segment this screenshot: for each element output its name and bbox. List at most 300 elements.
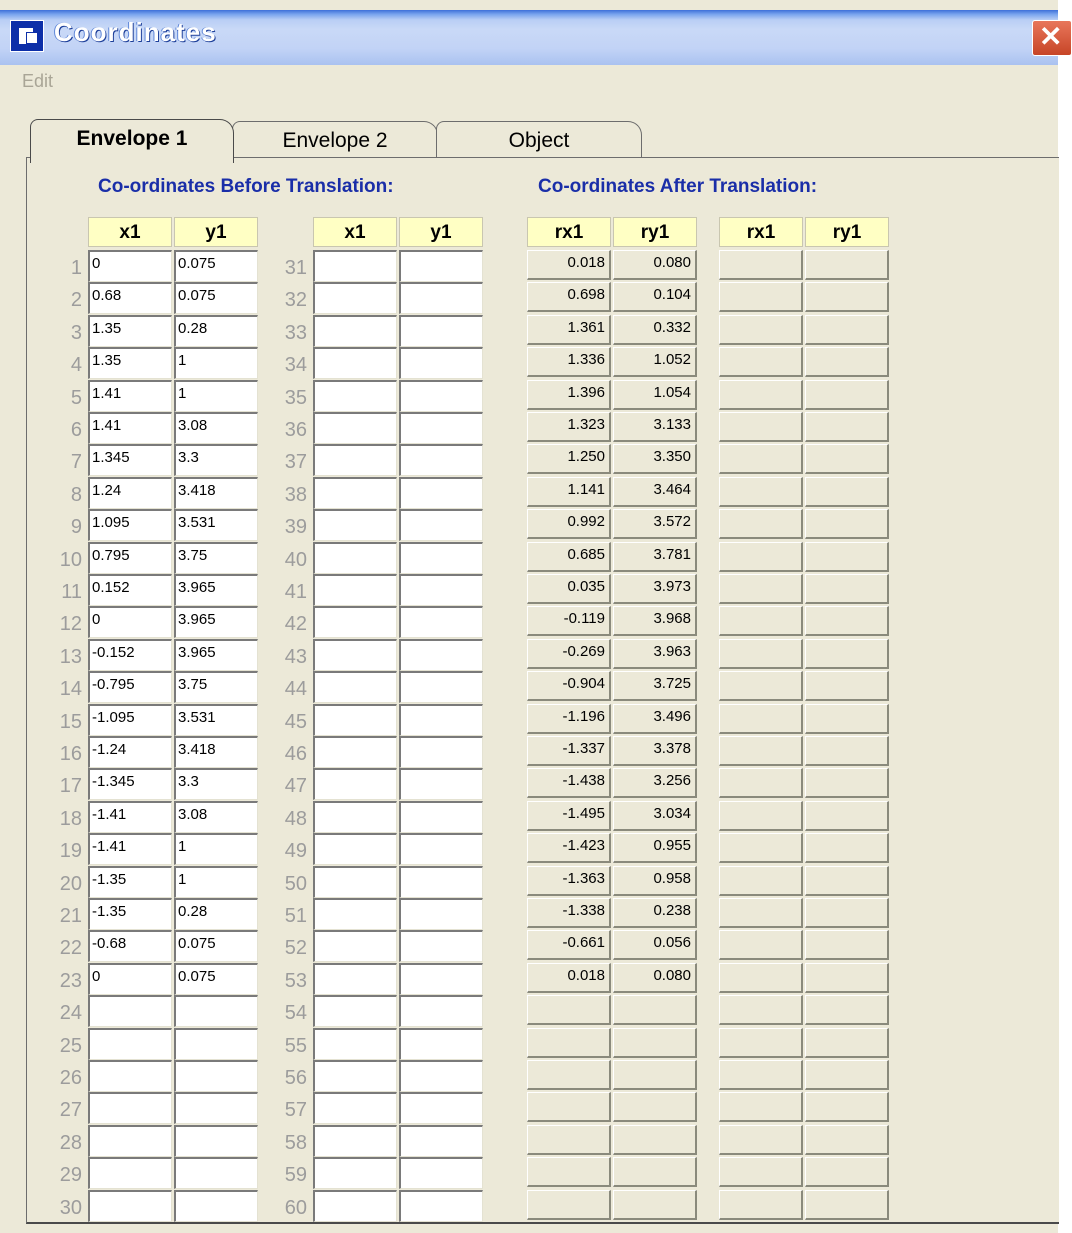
ry1-value	[805, 380, 889, 410]
y1-input[interactable]	[399, 250, 483, 282]
rx1-value: -0.269	[527, 639, 611, 669]
x1-input[interactable]	[313, 250, 397, 282]
ry1-value	[805, 1060, 889, 1090]
row-number: 43	[284, 646, 307, 668]
y1-input[interactable]	[399, 930, 483, 962]
row-number: 25	[59, 1035, 82, 1057]
x1-input[interactable]: 1.24	[88, 477, 172, 509]
y1-input[interactable]	[399, 509, 483, 541]
x1-input[interactable]	[313, 1028, 397, 1060]
ry1-value: 1.054	[613, 380, 697, 410]
rx1-value	[719, 1190, 803, 1220]
rx1-value: -1.337	[527, 736, 611, 766]
x1-input[interactable]: 0.68	[88, 282, 172, 314]
rx1-value: -1.338	[527, 898, 611, 928]
x1-input[interactable]: -1.41	[88, 801, 172, 833]
ry1-value: 3.968	[613, 606, 697, 636]
x1-input[interactable]	[313, 282, 397, 314]
ry1-value	[805, 833, 889, 863]
rx1-value	[719, 768, 803, 798]
tab-envelope-2[interactable]: Envelope 2	[232, 121, 438, 159]
rx1-value: 0.992	[527, 509, 611, 539]
row-number: 53	[284, 970, 307, 992]
ry1-value: 3.034	[613, 801, 697, 831]
y1-input[interactable]	[399, 898, 483, 930]
rx1-value	[719, 1157, 803, 1187]
row-number: 51	[284, 905, 307, 927]
x1-input[interactable]	[313, 1060, 397, 1092]
x1-input[interactable]	[88, 1028, 172, 1060]
x1-input[interactable]	[313, 930, 397, 962]
y1-input[interactable]	[399, 282, 483, 314]
ry1-value: 3.133	[613, 412, 697, 442]
x1-input[interactable]: -1.41	[88, 833, 172, 865]
x1-input[interactable]	[313, 801, 397, 833]
row-number: 35	[284, 387, 307, 409]
y1-input[interactable]	[399, 866, 483, 898]
x1-input[interactable]	[88, 1190, 172, 1222]
row-number: 3	[70, 322, 82, 344]
x1-input[interactable]: 1.345	[88, 444, 172, 476]
column-header-before-b-0: x1	[313, 217, 397, 247]
y1-input[interactable]	[399, 412, 483, 444]
y1-input[interactable]: 3.965	[174, 574, 258, 606]
ry1-value	[613, 1028, 697, 1058]
rx1-value	[527, 1125, 611, 1155]
row-number: 19	[59, 840, 82, 862]
menu-bar	[0, 65, 1058, 100]
ry1-value	[805, 866, 889, 896]
y1-input[interactable]: 3.965	[174, 606, 258, 638]
y1-input[interactable]	[174, 1125, 258, 1157]
ry1-value	[805, 1125, 889, 1155]
row-number: 7	[70, 451, 82, 473]
row-number: 5	[70, 387, 82, 409]
rx1-value	[719, 1125, 803, 1155]
row-number: 29	[59, 1164, 82, 1186]
x1-input[interactable]: 0	[88, 606, 172, 638]
x1-input[interactable]	[313, 1125, 397, 1157]
ry1-value: 3.973	[613, 574, 697, 604]
x1-input[interactable]: 1.35	[88, 315, 172, 347]
ry1-value: 0.080	[613, 963, 697, 993]
rx1-value: -1.438	[527, 768, 611, 798]
tab-object[interactable]: Object	[436, 121, 642, 159]
rx1-value: 0.018	[527, 250, 611, 280]
column-header-after-b-0: rx1	[719, 217, 803, 247]
rx1-value	[527, 1060, 611, 1090]
column-header-after-a-0: rx1	[527, 217, 611, 247]
ry1-value	[805, 801, 889, 831]
x1-input[interactable]	[88, 1060, 172, 1092]
row-number: 28	[59, 1132, 82, 1154]
rx1-value	[719, 704, 803, 734]
x1-input[interactable]	[313, 574, 397, 606]
y1-input[interactable]: 3.531	[174, 704, 258, 736]
x1-input[interactable]	[313, 444, 397, 476]
ry1-value	[805, 444, 889, 474]
row-number: 52	[284, 937, 307, 959]
column-header-after-a-1: ry1	[613, 217, 697, 247]
y1-input[interactable]	[174, 995, 258, 1027]
x1-input[interactable]	[313, 509, 397, 541]
y1-input[interactable]	[399, 736, 483, 768]
x1-input[interactable]	[313, 315, 397, 347]
x1-input[interactable]	[313, 1157, 397, 1189]
x1-input[interactable]	[313, 704, 397, 736]
rx1-value	[527, 995, 611, 1025]
rx1-value	[719, 866, 803, 896]
rx1-value	[527, 1190, 611, 1220]
rx1-value: 1.361	[527, 315, 611, 345]
rx1-value	[719, 250, 803, 280]
row-number: 13	[59, 646, 82, 668]
ry1-value: 3.963	[613, 639, 697, 669]
heading-after-translation: Co-ordinates After Translation:	[538, 176, 818, 197]
ry1-value	[805, 477, 889, 507]
rx1-value	[719, 1092, 803, 1122]
ry1-value: 0.238	[613, 898, 697, 928]
y1-input[interactable]	[174, 1028, 258, 1060]
y1-input[interactable]	[399, 833, 483, 865]
x1-input[interactable]	[88, 1092, 172, 1124]
ry1-value	[805, 509, 889, 539]
rx1-value	[719, 963, 803, 993]
y1-input[interactable]: 0.075	[174, 930, 258, 962]
ry1-value: 0.104	[613, 282, 697, 312]
row-number: 57	[284, 1099, 307, 1121]
y1-input[interactable]: 3.965	[174, 639, 258, 671]
tab-envelope-1[interactable]: Envelope 1	[30, 119, 234, 163]
menu-edit[interactable]: Edit	[22, 71, 54, 91]
y1-input[interactable]	[399, 1028, 483, 1060]
row-number: 16	[59, 743, 82, 765]
rx1-value	[719, 833, 803, 863]
row-number: 20	[59, 873, 82, 895]
row-number: 31	[284, 257, 307, 279]
x1-input[interactable]	[313, 995, 397, 1027]
x1-input[interactable]: 0	[88, 963, 172, 995]
y1-input[interactable]: 3.08	[174, 412, 258, 444]
x1-input[interactable]: -0.68	[88, 930, 172, 962]
rx1-value: 0.018	[527, 963, 611, 993]
y1-input[interactable]: 3.75	[174, 671, 258, 703]
row-number: 41	[284, 581, 307, 603]
ry1-value: 3.464	[613, 477, 697, 507]
x1-input[interactable]	[313, 606, 397, 638]
title-bar[interactable]	[0, 10, 1063, 65]
y1-input[interactable]: 1	[174, 347, 258, 379]
rx1-value: 0.685	[527, 542, 611, 572]
row-number: 47	[284, 775, 307, 797]
row-number: 38	[284, 484, 307, 506]
x1-input[interactable]	[313, 1092, 397, 1124]
ry1-value	[805, 574, 889, 604]
y1-input[interactable]: 0.075	[174, 282, 258, 314]
rx1-value	[719, 347, 803, 377]
ry1-value	[805, 412, 889, 442]
rx1-value	[719, 509, 803, 539]
x1-input[interactable]	[313, 1190, 397, 1222]
y1-input[interactable]: 0.075	[174, 963, 258, 995]
x1-input[interactable]	[88, 995, 172, 1027]
x1-input[interactable]: -1.35	[88, 898, 172, 930]
y1-input[interactable]	[399, 639, 483, 671]
row-number: 4	[70, 354, 82, 376]
x1-input[interactable]: -0.795	[88, 671, 172, 703]
rx1-value	[719, 477, 803, 507]
y1-input[interactable]	[399, 477, 483, 509]
ry1-value	[805, 542, 889, 572]
x1-input[interactable]	[88, 1157, 172, 1189]
x1-input[interactable]	[313, 347, 397, 379]
y1-input[interactable]	[399, 315, 483, 347]
x1-input[interactable]	[88, 1125, 172, 1157]
y1-input[interactable]	[399, 963, 483, 995]
row-number: 15	[59, 711, 82, 733]
ry1-value	[805, 768, 889, 798]
ry1-value	[805, 606, 889, 636]
x1-input[interactable]	[313, 768, 397, 800]
x1-input[interactable]	[313, 477, 397, 509]
rx1-value: -1.423	[527, 833, 611, 863]
row-number: 60	[284, 1197, 307, 1219]
y1-input[interactable]	[399, 768, 483, 800]
rx1-value: -1.495	[527, 801, 611, 831]
ry1-value	[805, 1028, 889, 1058]
x1-input[interactable]	[313, 639, 397, 671]
row-number: 8	[70, 484, 82, 506]
rx1-value	[719, 412, 803, 442]
x1-input[interactable]: 1.35	[88, 347, 172, 379]
x1-input[interactable]	[313, 380, 397, 412]
x1-input[interactable]: -1.095	[88, 704, 172, 736]
y1-input[interactable]: 3.08	[174, 801, 258, 833]
row-number: 33	[284, 322, 307, 344]
ry1-value	[805, 1092, 889, 1122]
row-number: 1	[70, 257, 82, 279]
row-number: 56	[284, 1067, 307, 1089]
ry1-value	[805, 671, 889, 701]
y1-input[interactable]	[399, 444, 483, 476]
ry1-value: 3.572	[613, 509, 697, 539]
ry1-value	[613, 995, 697, 1025]
x1-input[interactable]	[313, 898, 397, 930]
row-number: 48	[284, 808, 307, 830]
ry1-value	[613, 1125, 697, 1155]
y1-input[interactable]	[399, 1157, 483, 1189]
ry1-value	[613, 1157, 697, 1187]
x1-input[interactable]: 0.152	[88, 574, 172, 606]
row-number: 18	[59, 808, 82, 830]
ry1-value: 3.256	[613, 768, 697, 798]
row-number: 36	[284, 419, 307, 441]
ry1-value	[805, 736, 889, 766]
y1-input[interactable]: 3.75	[174, 542, 258, 574]
rx1-value	[719, 574, 803, 604]
row-number: 40	[284, 549, 307, 571]
rx1-value	[719, 639, 803, 669]
y1-input[interactable]: 3.531	[174, 509, 258, 541]
rx1-value	[719, 898, 803, 928]
x1-input[interactable]: -1.345	[88, 768, 172, 800]
row-number: 14	[59, 678, 82, 700]
row-number: 9	[70, 516, 82, 538]
y1-input[interactable]	[399, 347, 483, 379]
row-number: 42	[284, 613, 307, 635]
y1-input[interactable]: 3.418	[174, 736, 258, 768]
x1-input[interactable]	[313, 671, 397, 703]
y1-input[interactable]	[399, 574, 483, 606]
row-number: 59	[284, 1164, 307, 1186]
row-number: 58	[284, 1132, 307, 1154]
rx1-value: 1.323	[527, 412, 611, 442]
row-number: 30	[59, 1197, 82, 1219]
y1-input[interactable]	[399, 995, 483, 1027]
ry1-value: 0.056	[613, 930, 697, 960]
rx1-value	[719, 671, 803, 701]
row-number: 39	[284, 516, 307, 538]
rx1-value	[719, 315, 803, 345]
rx1-value	[719, 380, 803, 410]
ry1-value: 0.955	[613, 833, 697, 863]
y1-input[interactable]	[399, 704, 483, 736]
y1-input[interactable]	[399, 1125, 483, 1157]
ry1-value	[613, 1190, 697, 1220]
ry1-value: 0.332	[613, 315, 697, 345]
row-number: 12	[59, 613, 82, 635]
x1-input[interactable]: 0.795	[88, 542, 172, 574]
ry1-value	[613, 1092, 697, 1122]
y1-input[interactable]	[399, 606, 483, 638]
row-number: 54	[284, 1002, 307, 1024]
y1-input[interactable]: 3.3	[174, 768, 258, 800]
rx1-value: 0.035	[527, 574, 611, 604]
row-number: 49	[284, 840, 307, 862]
rx1-value	[719, 930, 803, 960]
x1-input[interactable]: 0	[88, 250, 172, 282]
rx1-value	[527, 1092, 611, 1122]
ry1-value	[613, 1060, 697, 1090]
x1-input[interactable]	[313, 866, 397, 898]
x1-input[interactable]	[313, 833, 397, 865]
row-number: 21	[59, 905, 82, 927]
rx1-value	[527, 1028, 611, 1058]
ry1-value	[805, 1190, 889, 1220]
y1-input[interactable]: 0.075	[174, 250, 258, 282]
ry1-value	[805, 995, 889, 1025]
window-title: Coordinates	[54, 17, 217, 47]
ry1-value: 3.378	[613, 736, 697, 766]
y1-input[interactable]	[399, 542, 483, 574]
ry1-value: 3.781	[613, 542, 697, 572]
rx1-value	[719, 995, 803, 1025]
rx1-value: 0.698	[527, 282, 611, 312]
y1-input[interactable]	[399, 671, 483, 703]
y1-input[interactable]: 1	[174, 833, 258, 865]
row-number: 26	[59, 1067, 82, 1089]
x1-input[interactable]: -0.152	[88, 639, 172, 671]
ry1-value	[805, 930, 889, 960]
row-number: 44	[284, 678, 307, 700]
ry1-value: 0.958	[613, 866, 697, 896]
column-header-after-b-1: ry1	[805, 217, 889, 247]
row-number: 32	[284, 289, 307, 311]
row-number: 45	[284, 711, 307, 733]
y1-input[interactable]: 0.28	[174, 898, 258, 930]
y1-input[interactable]	[174, 1060, 258, 1092]
y1-input[interactable]: 1	[174, 866, 258, 898]
row-number: 23	[59, 970, 82, 992]
ry1-value	[805, 347, 889, 377]
rx1-value	[719, 606, 803, 636]
y1-input[interactable]	[399, 801, 483, 833]
row-number: 22	[59, 937, 82, 959]
row-number: 27	[59, 1099, 82, 1121]
y1-input[interactable]	[174, 1190, 258, 1222]
row-number: 50	[284, 873, 307, 895]
y1-input[interactable]	[399, 1092, 483, 1124]
x1-input[interactable]	[313, 412, 397, 444]
ry1-value: 3.496	[613, 704, 697, 734]
ry1-value	[805, 282, 889, 312]
ry1-value: 3.725	[613, 671, 697, 701]
close-button[interactable]: ✕	[1032, 20, 1072, 56]
ry1-value	[805, 639, 889, 669]
x1-input[interactable]: 1.41	[88, 380, 172, 412]
x1-input[interactable]	[313, 963, 397, 995]
x1-input[interactable]: 1.41	[88, 412, 172, 444]
y1-input[interactable]: 1	[174, 380, 258, 412]
window-icon[interactable]	[10, 20, 44, 52]
y1-input[interactable]	[174, 1157, 258, 1189]
rx1-value: -1.363	[527, 866, 611, 896]
x1-input[interactable]	[313, 542, 397, 574]
rx1-value: 1.396	[527, 380, 611, 410]
rx1-value	[719, 444, 803, 474]
ry1-value: 1.052	[613, 347, 697, 377]
rx1-value: -0.904	[527, 671, 611, 701]
ry1-value	[805, 963, 889, 993]
y1-input[interactable]: 3.418	[174, 477, 258, 509]
row-number: 34	[284, 354, 307, 376]
y1-input[interactable]	[399, 1190, 483, 1222]
y1-input[interactable]	[174, 1092, 258, 1124]
rx1-value	[719, 282, 803, 312]
y1-input[interactable]: 3.3	[174, 444, 258, 476]
y1-input[interactable]: 0.28	[174, 315, 258, 347]
x1-input[interactable]: 1.095	[88, 509, 172, 541]
x1-input[interactable]: -1.35	[88, 866, 172, 898]
ry1-value	[805, 250, 889, 280]
x1-input[interactable]: -1.24	[88, 736, 172, 768]
y1-input[interactable]	[399, 380, 483, 412]
ry1-value	[805, 1157, 889, 1187]
rx1-value	[719, 1028, 803, 1058]
row-number: 11	[61, 581, 82, 603]
x1-input[interactable]	[313, 736, 397, 768]
heading-before-translation: Co-ordinates Before Translation:	[98, 176, 394, 197]
rx1-value: 1.336	[527, 347, 611, 377]
rx1-value	[719, 542, 803, 572]
y1-input[interactable]	[399, 1060, 483, 1092]
row-number: 2	[70, 289, 82, 311]
ry1-value: 0.080	[613, 250, 697, 280]
rx1-value: -1.196	[527, 704, 611, 734]
ry1-value	[805, 315, 889, 345]
row-number: 46	[284, 743, 307, 765]
column-header-before-a-0: x1	[88, 217, 172, 247]
